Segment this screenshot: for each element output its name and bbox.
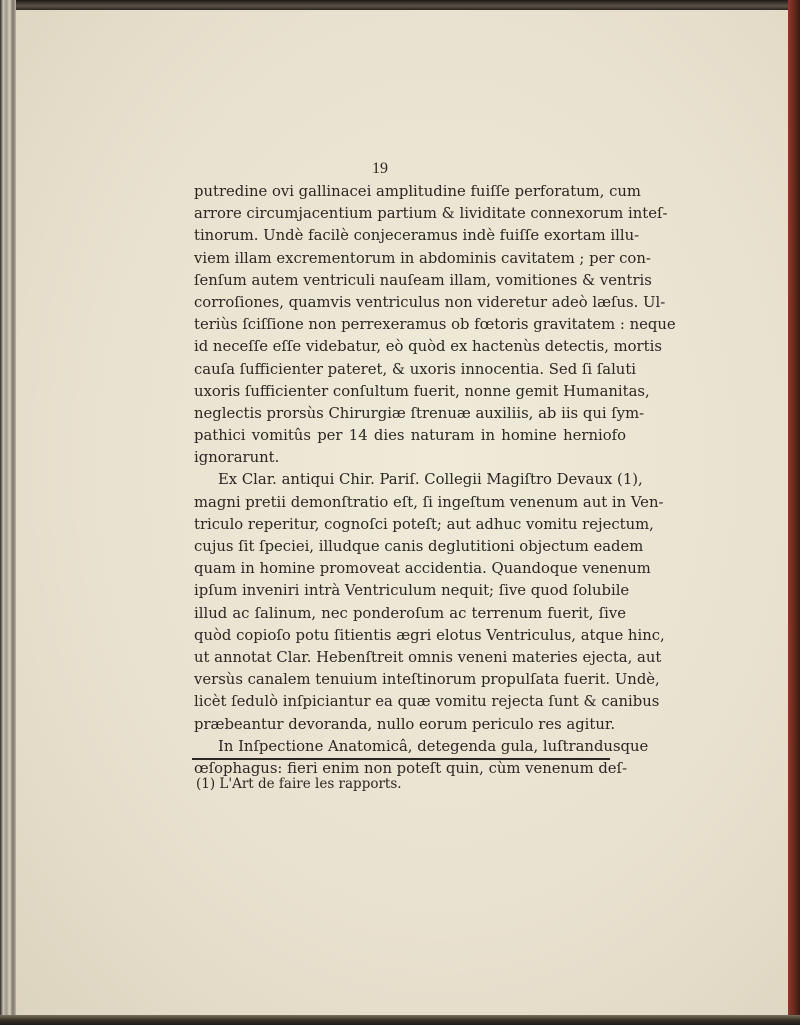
text-line: quam in homine promoveat accidentia. Quandoque venenum [194, 560, 651, 578]
text-line: Ex Clar. antiqui Chir. Pariſ. Collegii Magiſtro Devaux (1), [218, 471, 643, 489]
footnote: (1) L'Art de faire les rapports. [196, 776, 402, 792]
right-page-edge [788, 0, 800, 1025]
text-line: ut annotat Clar. Hebenſtreit omnis veneni materies ejecta, aut [194, 648, 662, 666]
text-line: magni pretii demonſtratio eſt, ſi ingeſtum venenum aut in Ven- [194, 493, 664, 511]
text-line: viem illam excrementorum in abdominis cavitatem ; per con- [194, 249, 651, 267]
top-page-edge [0, 0, 800, 10]
text-line: ſenſum autem ventriculi nauſeam illam, vomitiones & ventris [194, 271, 652, 289]
text-line: putredine ovi gallinacei amplitudine fuiſſe perforatum, cum [194, 183, 641, 200]
text-line: illud ac ſalinum, nec ponderoſum ac terrenum fuerit, ſive [194, 604, 626, 622]
text-line: triculo reperitur, cognoſci poteſt; aut adhuc vomitu rejectum, [194, 515, 654, 533]
text-line: pathici vomitûs per 14 dies naturam in homine herniofo [194, 427, 626, 445]
text-line: arrore circumjacentium partium & lividitate connexorum inteſ- [194, 205, 668, 223]
text-line: quòd copioſo potu ſitientis ægri elotus Ventriculus, atque hinc, [194, 626, 665, 644]
footnote-rule [192, 758, 610, 760]
text-line: cujus ſit ſpeciei, illudque canis deglutitioni objectum eadem [194, 538, 644, 555]
text-line: cauſa ſufficienter pateret, & uxoris innocentia. Sed ſi ſaluti [194, 360, 637, 378]
text-line: ipſum inveniri intrà Ventriculum nequit; ſive quod ſolubile [194, 582, 630, 600]
text-line: corroſiones, quamvis ventriculus non videretur adeò læſus. Ul- [194, 293, 666, 311]
text-line: tinorum. Undè facilè conjeceramus indè fuiſſe exortam illu- [194, 227, 640, 245]
text-line: ignorarunt. [194, 449, 280, 467]
bottom-page-edge [0, 1015, 800, 1025]
text-line: teriùs ſciſſione non perrexeramus ob fœtoris gravitatem : neque [194, 316, 676, 334]
text-line: id neceſſe eſſe videbatur, eò quòd ex hactenùs detectis, mortis [194, 338, 662, 356]
text-line: licèt ſedulò inſpiciantur ea quæ vomitu rejecta ſunt & canibus [194, 693, 660, 711]
text-line: neglectis prorsùs Chirurgiæ ſtrenuæ auxiliis, ab iis qui ſym- [194, 404, 645, 422]
text-line: In Inſpectione Anatomicâ, detegenda gula, luſtrandusque [218, 737, 649, 755]
body-text [194, 181, 676, 780]
text-line: versùs canalem tenuium inteſtinorum propulſata fuerit. Undè, [194, 671, 660, 689]
book-binding-edge [0, 0, 16, 1025]
text-line: œſophagus: fieri enim non poteſt quin, cùm venenum deſ- [194, 759, 628, 777]
text-line: uxoris ſufficienter conſultum fuerit, nonne gemit Humanitas, [194, 382, 650, 400]
text-line: præbeantur devoranda, nullo eorum periculo res agitur. [194, 715, 616, 733]
page-number: 19 [372, 160, 388, 177]
